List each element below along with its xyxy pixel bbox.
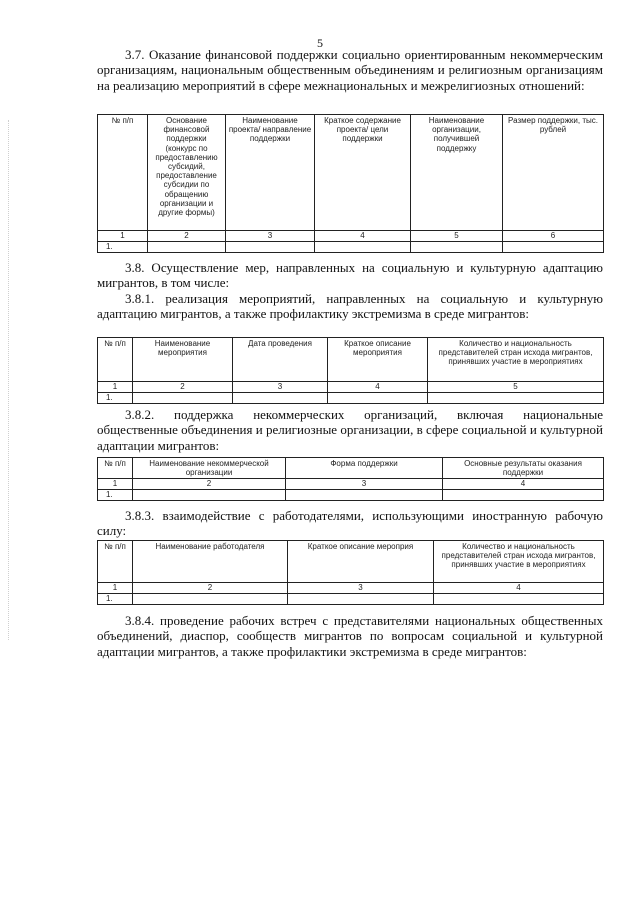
table-3-8-3 bbox=[97, 540, 604, 605]
number-cell: 2 bbox=[148, 231, 226, 242]
header-cell: Наименование некоммерческой организации bbox=[133, 458, 286, 479]
empty-cell bbox=[328, 393, 428, 404]
empty-cell bbox=[148, 242, 226, 253]
header-cell: Основание финансовой поддержки (конкурс по предоставлению субсидий, предоставление субсидии по обращению организации и другие формы) bbox=[148, 115, 226, 231]
table-row bbox=[98, 490, 604, 501]
number-cell: 3 bbox=[226, 231, 315, 242]
number-cell: 1 bbox=[98, 479, 133, 490]
table-header-row bbox=[98, 541, 604, 583]
number-cell: 3 bbox=[286, 479, 443, 490]
number-cell: 1 bbox=[98, 382, 133, 393]
header-cell: Наименование организации, получившей поддержку bbox=[411, 115, 503, 231]
header-cell: Основные результаты оказания поддержки bbox=[443, 458, 604, 479]
table-number-row bbox=[98, 583, 604, 594]
number-cell: 4 bbox=[443, 479, 604, 490]
number-cell: 3 bbox=[288, 583, 434, 594]
empty-cell bbox=[411, 242, 503, 253]
section-3-8-4-text: 3.8.4. проведение рабочих встреч с представителями национальных общественных объединений, диаспор, сообществ мигрантов по вопросам социальной и культурной адаптации мигрантов, а также профилактики экстремизма в среде мигрантов: bbox=[97, 613, 603, 659]
table-header-row bbox=[98, 338, 604, 382]
empty-cell bbox=[288, 594, 434, 605]
table-number-row bbox=[98, 382, 604, 393]
number-cell: 1 bbox=[98, 583, 133, 594]
table-3-7 bbox=[97, 114, 604, 253]
empty-cell bbox=[443, 490, 604, 501]
empty-cell bbox=[133, 393, 233, 404]
header-cell: Наименование мероприятия bbox=[133, 338, 233, 382]
header-cell: № п/п bbox=[98, 541, 133, 583]
row-number-cell: 1. bbox=[98, 594, 133, 605]
header-cell: Количество и национальность представителей стран исхода мигрантов, принявших участие в мероприятиях bbox=[428, 338, 604, 382]
section-3-8-text: 3.8. Осуществление мер, направленных на социальную и культурную адаптацию мигрантов, в том числе: bbox=[97, 260, 603, 291]
header-cell: Наименование проекта/ направление поддержки bbox=[226, 115, 315, 231]
number-cell: 6 bbox=[503, 231, 604, 242]
empty-cell bbox=[233, 393, 328, 404]
empty-cell bbox=[434, 594, 604, 605]
number-cell: 5 bbox=[428, 382, 604, 393]
section-3-8-1-text: 3.8.1. реализация мероприятий, направленных на социальную и культурную адаптацию мигрантов, а также профилактику экстремизма в среде мигрантов: bbox=[97, 291, 603, 322]
header-cell: Наименование работодателя bbox=[133, 541, 288, 583]
header-cell: Количество и национальность представителей стран исхода мигрантов, принявших участие в мероприятиях bbox=[434, 541, 604, 583]
empty-cell bbox=[503, 242, 604, 253]
header-cell: Форма поддержки bbox=[286, 458, 443, 479]
scan-margin-line bbox=[8, 120, 9, 640]
header-cell: № п/п bbox=[98, 338, 133, 382]
header-cell: № п/п bbox=[98, 458, 133, 479]
section-3-7-text: 3.7. Оказание финансовой поддержки социально ориентированным некоммерческим организациям, национальным общественным объединениям и религиозным организациям на реализацию мероприятий в сфере межнациональных и межрелигиозных отношений: bbox=[97, 47, 603, 93]
number-cell: 3 bbox=[233, 382, 328, 393]
section-3-8-3-text: 3.8.3. взаимодействие с работодателями, использующими иностранную рабочую силу: bbox=[97, 508, 603, 539]
table-3-8-2 bbox=[97, 457, 604, 501]
row-number-cell: 1. bbox=[98, 242, 148, 253]
table-header-row bbox=[98, 115, 604, 231]
empty-cell bbox=[286, 490, 443, 501]
number-cell: 4 bbox=[315, 231, 411, 242]
number-cell: 2 bbox=[133, 479, 286, 490]
number-cell: 1 bbox=[98, 231, 148, 242]
empty-cell bbox=[133, 594, 288, 605]
table-row bbox=[98, 594, 604, 605]
header-cell: Краткое содержание проекта/ цели поддержки bbox=[315, 115, 411, 231]
header-cell: Краткое описание мероприятия bbox=[328, 338, 428, 382]
header-cell: Дата проведения bbox=[233, 338, 328, 382]
number-cell: 2 bbox=[133, 583, 288, 594]
table-number-row bbox=[98, 479, 604, 490]
table-row bbox=[98, 393, 604, 404]
empty-cell bbox=[133, 490, 286, 501]
number-cell: 2 bbox=[133, 382, 233, 393]
header-cell: № п/п bbox=[98, 115, 148, 231]
header-cell: Краткое описание мероприя bbox=[288, 541, 434, 583]
number-cell: 4 bbox=[328, 382, 428, 393]
number-cell: 5 bbox=[411, 231, 503, 242]
section-3-8-2-text: 3.8.2. поддержка некоммерческих организаций, включая национальные общественные объединения и религиозные организации, в сфере социальной и культурной адаптации мигрантов: bbox=[97, 407, 603, 453]
table-3-8-1 bbox=[97, 337, 604, 404]
empty-cell bbox=[315, 242, 411, 253]
table-row bbox=[98, 242, 604, 253]
header-cell: Размер поддержки, тыс. рублей bbox=[503, 115, 604, 231]
empty-cell bbox=[226, 242, 315, 253]
empty-cell bbox=[428, 393, 604, 404]
page-number: 5 bbox=[317, 36, 323, 50]
table-header-row bbox=[98, 458, 604, 479]
row-number-cell: 1. bbox=[98, 393, 133, 404]
number-cell: 4 bbox=[434, 583, 604, 594]
row-number-cell: 1. bbox=[98, 490, 133, 501]
table-number-row bbox=[98, 231, 604, 242]
